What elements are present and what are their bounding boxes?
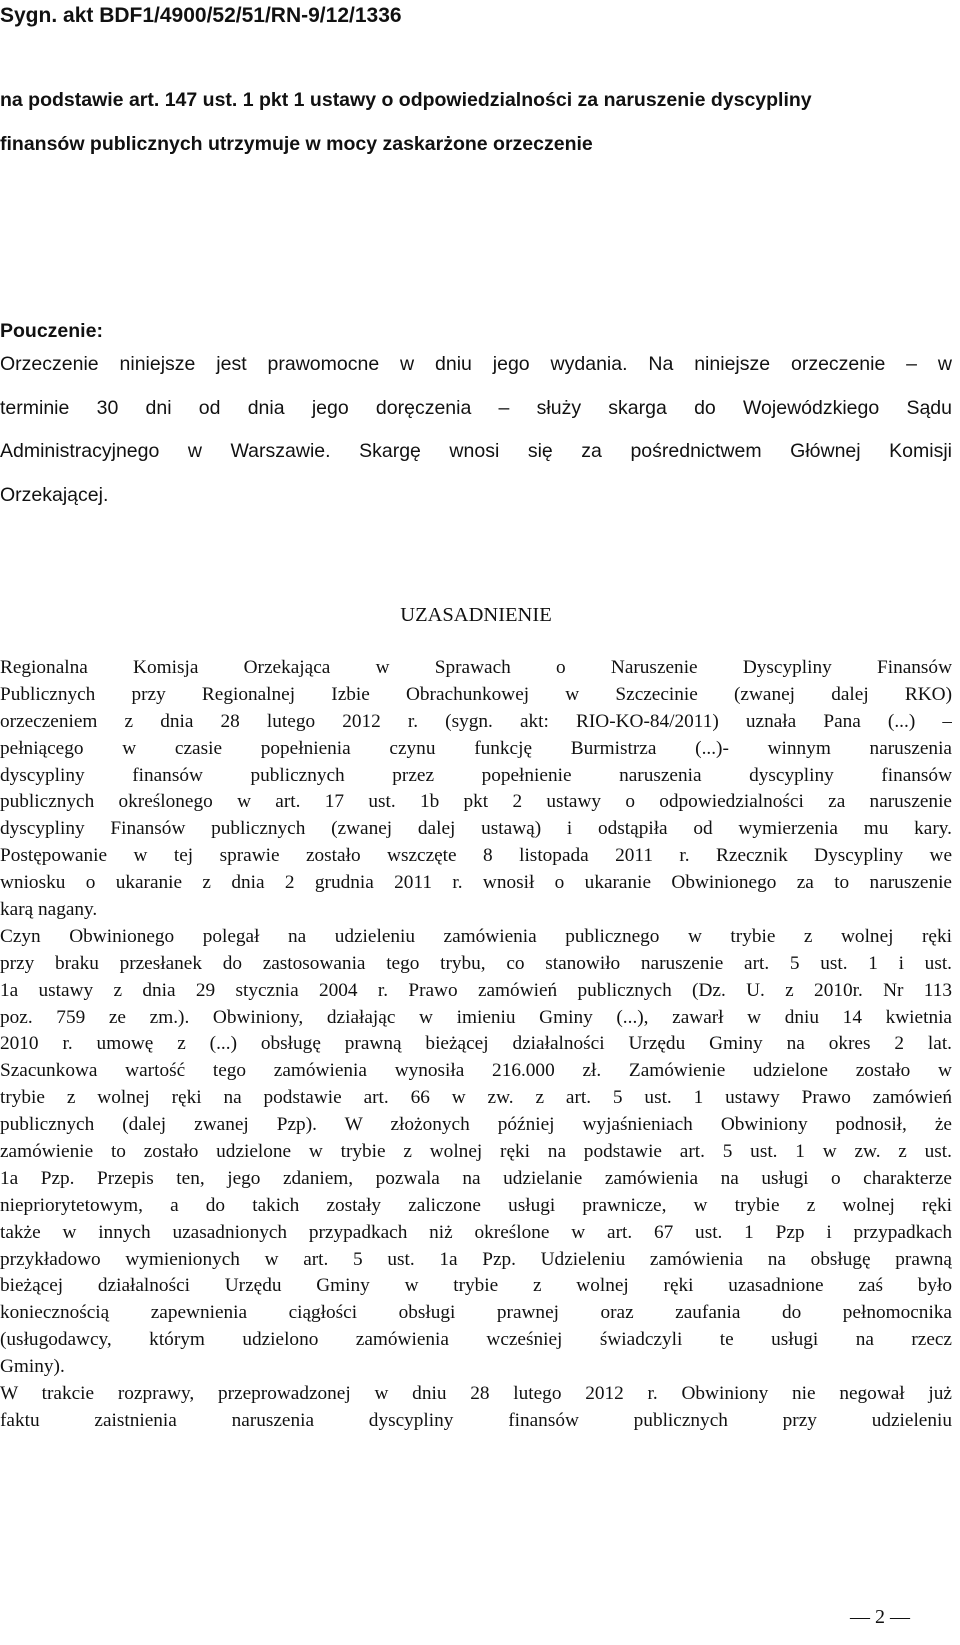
justification-line: orzeczeniem z dnia 28 lutego 2012 r. (sygn. akt: RIO-KO-84/2011) uznała Pana (...) – (0, 710, 952, 732)
justification-line: 1a ustawy z dnia 29 stycznia 2004 r. Prawo zamówień publicznych (Dz. U. z 2010r. Nr 113 (0, 979, 952, 1001)
justification-line: niepriorytetowym, a do takich zostały zaliczone usługi prawnicze, w trybie z wolnej ręki (0, 1194, 952, 1216)
justification-heading: UZASADNIENIE (400, 604, 552, 626)
case-signature: Sygn. akt BDF1/4900/52/51/RN-9/12/1336 (0, 4, 402, 27)
pouczenie-line: terminie 30 dni od dnia jego doręczenia – służy skarga do Wojewódzkiego Sądu (0, 396, 952, 419)
pouczenie-line: Orzekającej. (0, 483, 109, 506)
justification-line: W trakcie rozprawy, przeprowadzonej w dniu 28 lutego 2012 r. Obwiniony nie negował już (0, 1383, 952, 1405)
justification-line: Gminy). (0, 1356, 65, 1378)
ruling-text (0, 78, 950, 166)
justification-line: bieżącej działalności Urzędu Gminy w trybie z wolnej ręki uzasadnione zaś było (0, 1275, 952, 1297)
ruling-line: finansów publicznych utrzymuje w mocy zaskarżone orzeczenie (0, 133, 593, 155)
justification-line: publicznych określonego w art. 17 ust. 1b pkt 2 ustawy o odpowiedzialności za naruszenie (0, 791, 952, 813)
ruling-line: na podstawie art. 147 ust. 1 pkt 1 ustawy o odpowiedzialności za naruszenie dyscypliny (0, 89, 812, 111)
justification-line: publicznych (dalej zwanej Pzp). W złożonych później wyjaśnieniach Obwiniony podnosił, że (0, 1114, 952, 1136)
justification-line: 2010 r. umowę z (...) obsługę prawną bieżącej działalności Urzędu Gminy na okres 2 lat. (0, 1033, 952, 1055)
justification-line: (usługodawcy, którym udzielono zamówienia wcześniej świadczyli te usługi na rzecz (0, 1329, 952, 1351)
justification-line: trybie z wolnej ręki na podstawie art. 66 w zw. z art. 5 ust. 1 ustawy Prawo zamówień (0, 1087, 952, 1109)
justification-line: Szacunkowa wartość tego zamówienia wynosiła 216.000 zł. Zamówienie udzielone zostało w (0, 1060, 952, 1082)
justification-line: koniecznością zapewnienia ciągłości obsługi prawnej oraz zaufania do pełnomocnika (0, 1302, 952, 1324)
justification-line: dyscypliny Finansów publicznych (zwanej dalej ustawą) i odstąpiła od wymierzenia mu kary. (0, 818, 952, 840)
pouczenie-heading: Pouczenie: (0, 320, 103, 342)
pouczenie-line: Orzeczenie niniejsze jest prawomocne w dniu jego wydania. Na niniejsze orzeczenie – w (0, 353, 952, 375)
justification-line: zamówienie to zostało udzielone w trybie z wolnej ręki na podstawie art. 5 ust. 1 w zw. z ust. (0, 1141, 952, 1163)
justification-line: Postępowanie w tej sprawie zostało wszczęte 8 listopada 2011 r. Rzecznik Dyscypliny we (0, 845, 952, 867)
justification-line: także w innych uzasadnionych przypadkach niż określone w art. 67 ust. 1 Pzp i przypadkach (0, 1221, 952, 1243)
justification-line: dyscypliny finansów publicznych przez popełnienie naruszenia dyscypliny finansów (0, 764, 952, 786)
justification-line: wniosku o ukaranie z dnia 2 grudnia 2011 r. wnosił o ukaranie Obwinionego za to naruszenie (0, 872, 952, 894)
justification-line: karą nagany. (0, 899, 98, 921)
justification-line: poz. 759 ze zm.). Obwiniony, działając w imieniu Gminy (...), zawarł w dniu 14 kwietnia (0, 1006, 952, 1028)
justification-text (0, 655, 952, 1435)
page-number: — 2 — (850, 1606, 910, 1628)
justification-line: przykładowo wymienionych w art. 5 ust. 1a Pzp. Udzieleniu zamówienia na obsługę prawną (0, 1248, 952, 1270)
justification-line: przy braku przesłanek do zastosowania tego trybu, co stanowiło naruszenie art. 5 ust. 1 i ust. (0, 952, 952, 974)
pouczenie-line: Administracyjnego w Warszawie. Skargę wnosi się za pośrednictwem Głównej Komisji (0, 440, 952, 462)
justification-line: Czyn Obwinionego polegał na udzieleniu zamówienia publicznego w trybie z wolnej ręki (0, 925, 952, 947)
justification-line: Publicznych przy Regionalnej Izbie Obrachunkowej w Szczecinie (zwanej dalej RKO) (0, 683, 952, 705)
justification-line: pełniącego w czasie popełnienia czynu funkcję Burmistrza (...)- winnym naruszenia (0, 737, 952, 759)
justification-line: faktu zaistnienia naruszenia dyscypliny finansów publicznych przy udzieleniu (0, 1409, 952, 1431)
justification-line: 1a Pzp. Przepis ten, jego zdaniem, pozwala na udzielanie zamówienia na usługi o charakterze (0, 1167, 952, 1189)
pouczenie-text (0, 343, 952, 517)
justification-line: Regionalna Komisja Orzekająca w Sprawach o Naruszenie Dyscypliny Finansów (0, 657, 952, 678)
